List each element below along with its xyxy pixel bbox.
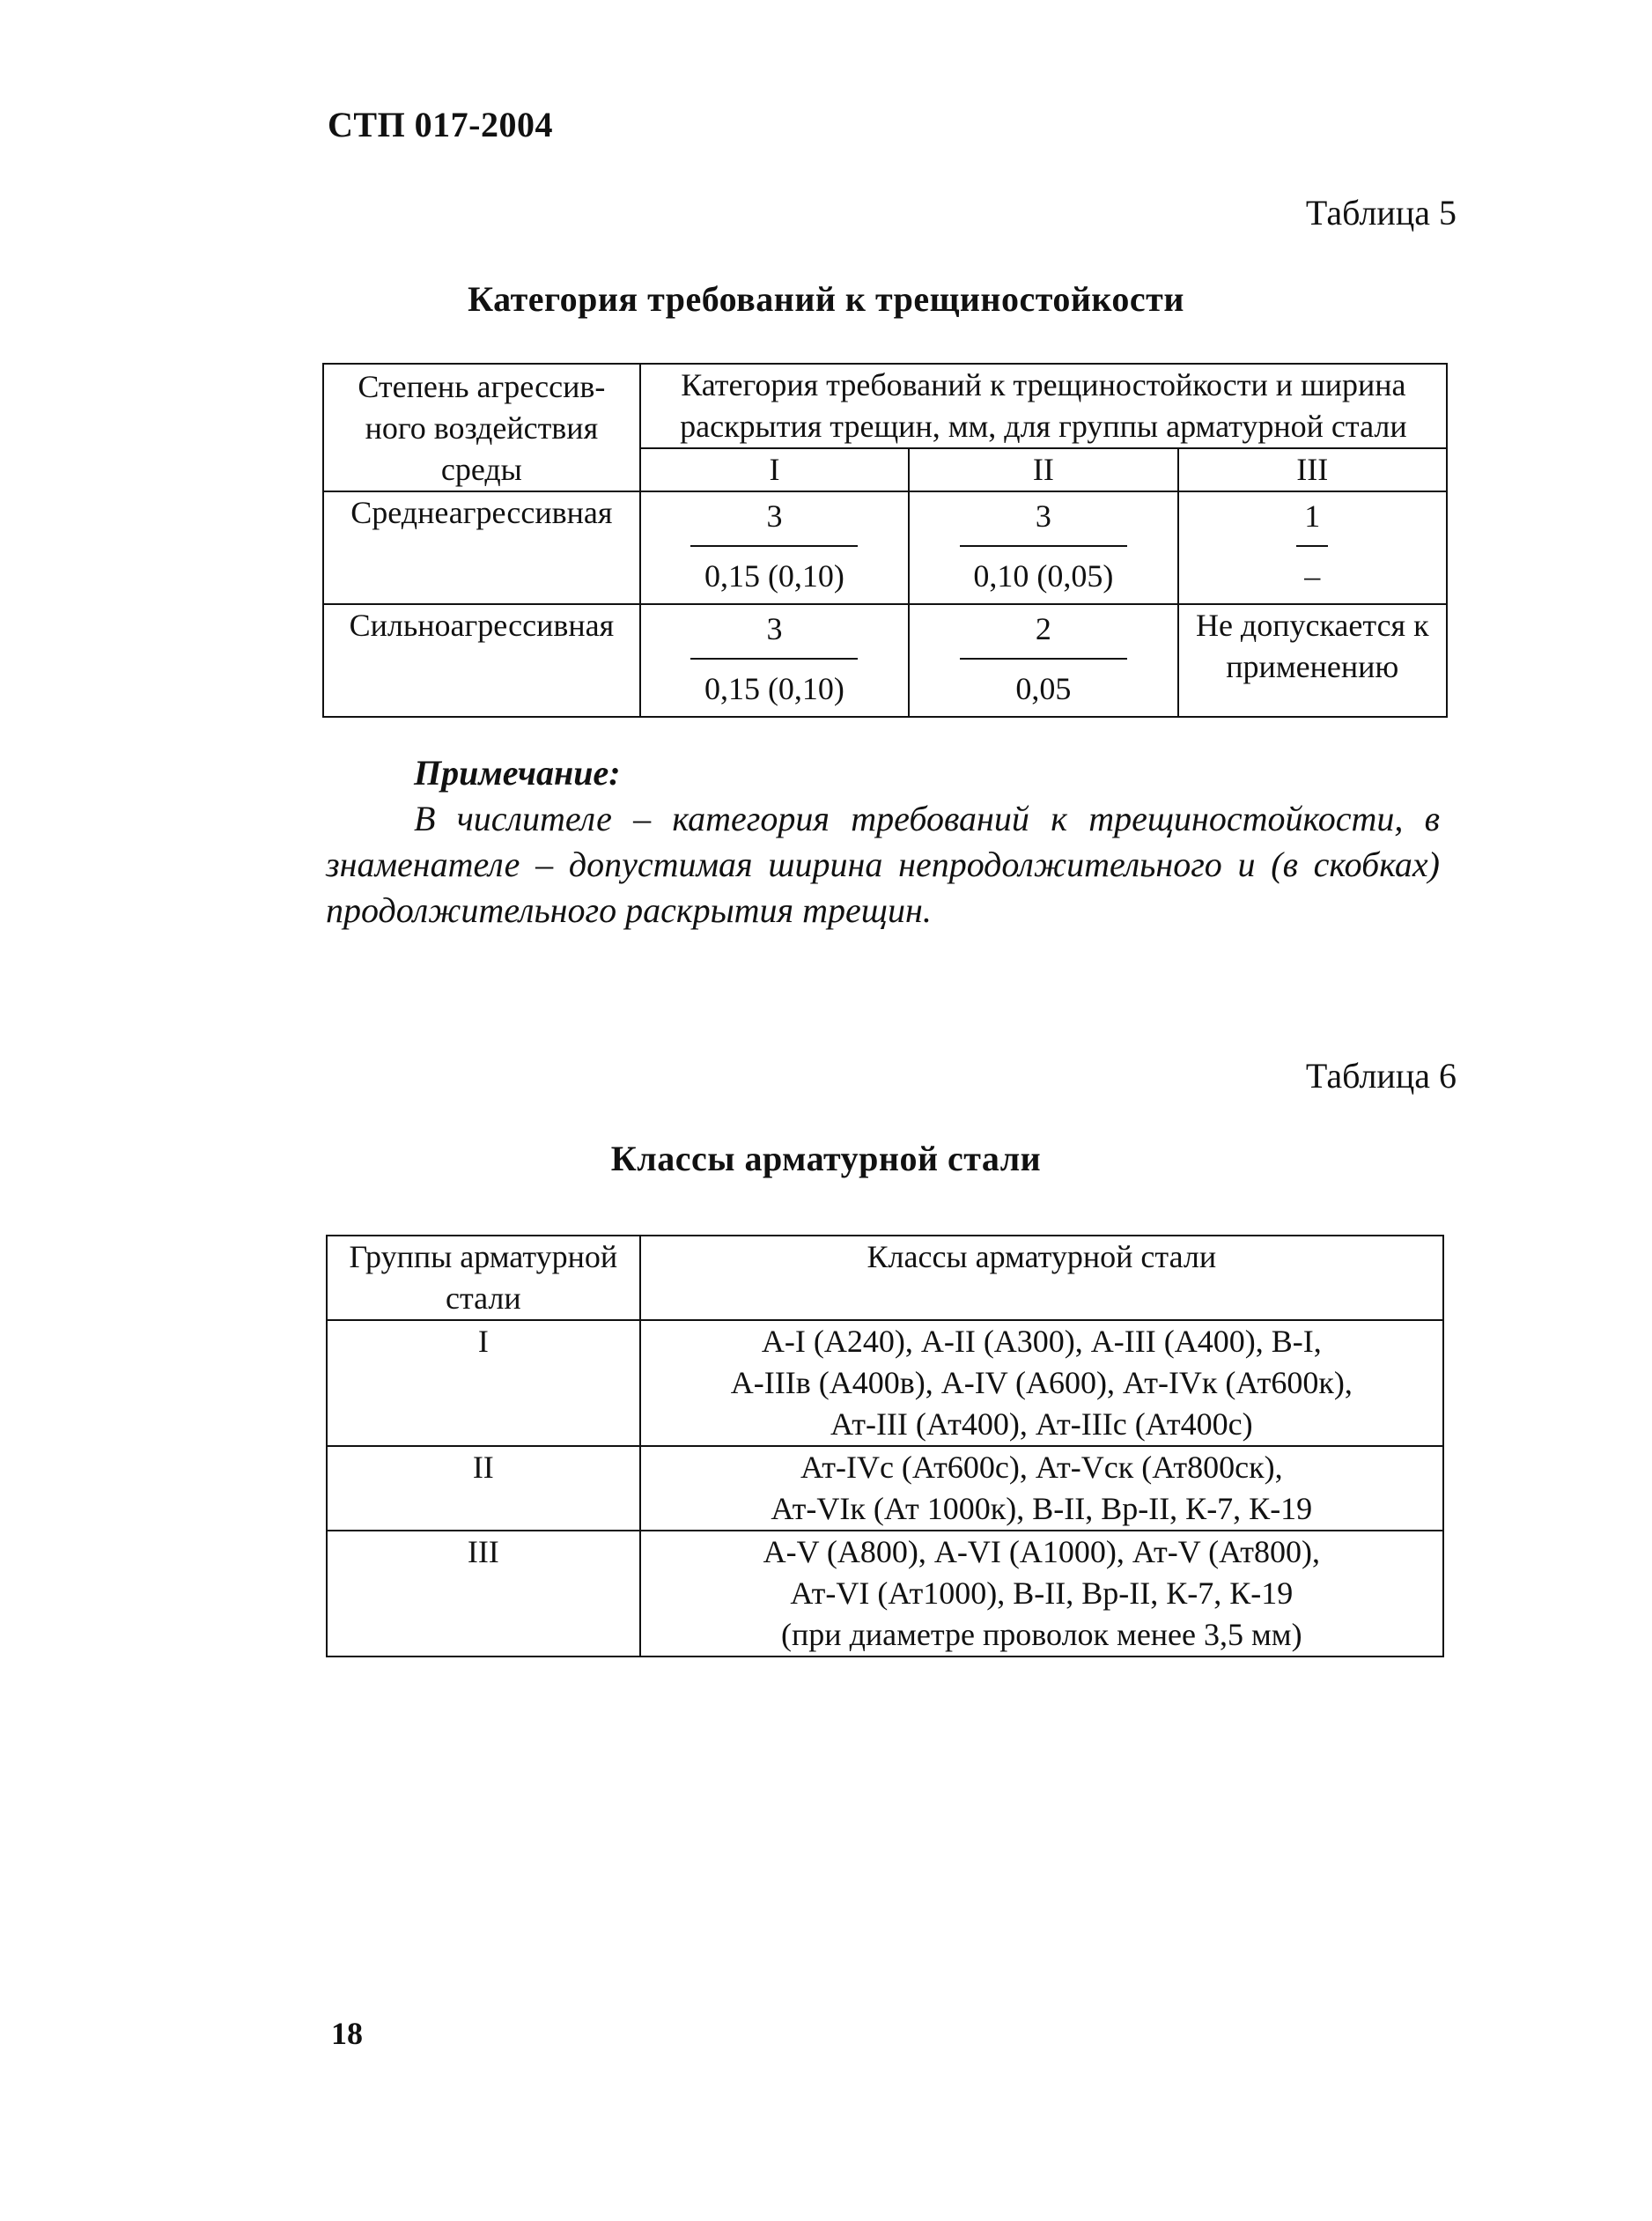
header-requirements: Категория требований к трещиностойкости и ширина раскрытия трещин, мм, для группы арматурной стали <box>640 364 1447 448</box>
classes-line: Ат-III (Ат400), Ат-IIIс (Ат400с) <box>830 1406 1253 1442</box>
fraction-numerator: 2 <box>1035 611 1051 646</box>
classes-cell <box>640 1446 1443 1531</box>
fraction-numerator: 3 <box>1035 498 1051 534</box>
classes-line: Ат-IVc (Ат600с), Ат-Vск (Ат800ск), <box>800 1450 1283 1485</box>
header-group: Группы арматурной стали <box>327 1236 640 1320</box>
fraction-denominator: 0,10 (0,05) <box>973 558 1114 594</box>
group-cell: III <box>327 1531 640 1657</box>
group-cell: I <box>327 1320 640 1446</box>
table-row <box>327 1320 1443 1446</box>
fraction-denominator: 0,15 (0,10) <box>704 671 844 706</box>
classes-line: А-I (А240), А-II (А300), А-III (А400), В-I, <box>761 1324 1322 1359</box>
not-allowed-cell: Не допускается к применению <box>1178 604 1447 717</box>
group-cell: II <box>327 1446 640 1531</box>
fraction-bar <box>1296 545 1328 547</box>
table-row <box>327 1531 1443 1657</box>
environment-cell: Среднеагрессивная <box>323 491 640 604</box>
environment-cell: Сильноагрессивная <box>323 604 640 717</box>
table6-title: Классы арматурной стали <box>610 1139 1042 1178</box>
fraction-bar <box>690 545 858 547</box>
fraction-denominator: 0,05 <box>1015 671 1072 706</box>
group-header: I <box>640 448 909 491</box>
classes-cell <box>640 1320 1443 1446</box>
classes-line: А-V (А800), А-VI (А1000), Ат-V (Ат800), <box>763 1534 1321 1569</box>
table5-label: Таблица 5 <box>1305 193 1457 232</box>
table6-label: Таблица 6 <box>1305 1056 1457 1096</box>
fraction-bar <box>960 658 1127 660</box>
fraction-bar <box>960 545 1127 547</box>
fraction-numerator: 3 <box>766 611 783 646</box>
fraction-denominator: – <box>1304 558 1321 594</box>
table-row <box>323 604 1447 717</box>
header-classes: Классы арматурной стали <box>640 1236 1443 1320</box>
header-environment: Степень агрессив-ного воздействия среды <box>323 364 640 491</box>
note <box>326 750 1440 933</box>
table5-title: Категория требований к трещиностойкости <box>468 279 1184 319</box>
document-code: СТП 017-2004 <box>328 105 553 144</box>
fraction-numerator: 3 <box>766 498 783 534</box>
note-title: Примечание: <box>414 753 621 793</box>
classes-line: Ат-VIк (Ат 1000к), В-II, Вр-II, К-7, К-19 <box>771 1491 1313 1526</box>
steel-classes-table <box>326 1235 1444 1657</box>
fraction-numerator: 1 <box>1304 498 1321 534</box>
classes-line: А-IIIв (А400в), А-IV (А600), Ат-IVк (Ат600к), <box>730 1365 1353 1400</box>
classes-cell <box>640 1531 1443 1657</box>
fraction-cell <box>909 491 1177 604</box>
page-number: 18 <box>331 2016 363 2051</box>
fraction-cell <box>640 604 909 717</box>
classes-line: Ат-VI (Ат1000), В-II, Вр-II, К-7, К-19 <box>790 1575 1294 1611</box>
fraction-denominator: 0,15 (0,10) <box>704 558 844 594</box>
group-header: III <box>1178 448 1447 491</box>
table-row <box>323 491 1447 604</box>
table-header-row <box>323 364 1447 448</box>
table-header-row <box>327 1236 1443 1320</box>
fraction-bar <box>690 658 858 660</box>
table-row <box>327 1446 1443 1531</box>
crack-resistance-table <box>322 363 1448 718</box>
fraction-cell <box>1178 491 1447 604</box>
fraction-cell <box>640 491 909 604</box>
classes-line: (при диаметре проволок менее 3,5 мм) <box>781 1617 1302 1652</box>
fraction-cell <box>909 604 1177 717</box>
note-text: В числителе – категория требований к трещиностойкости, в знаменателе – допустимая ширина непродолжительного и (в скобках) продолжительного раскрытия трещин. <box>326 799 1440 930</box>
group-header: II <box>909 448 1177 491</box>
